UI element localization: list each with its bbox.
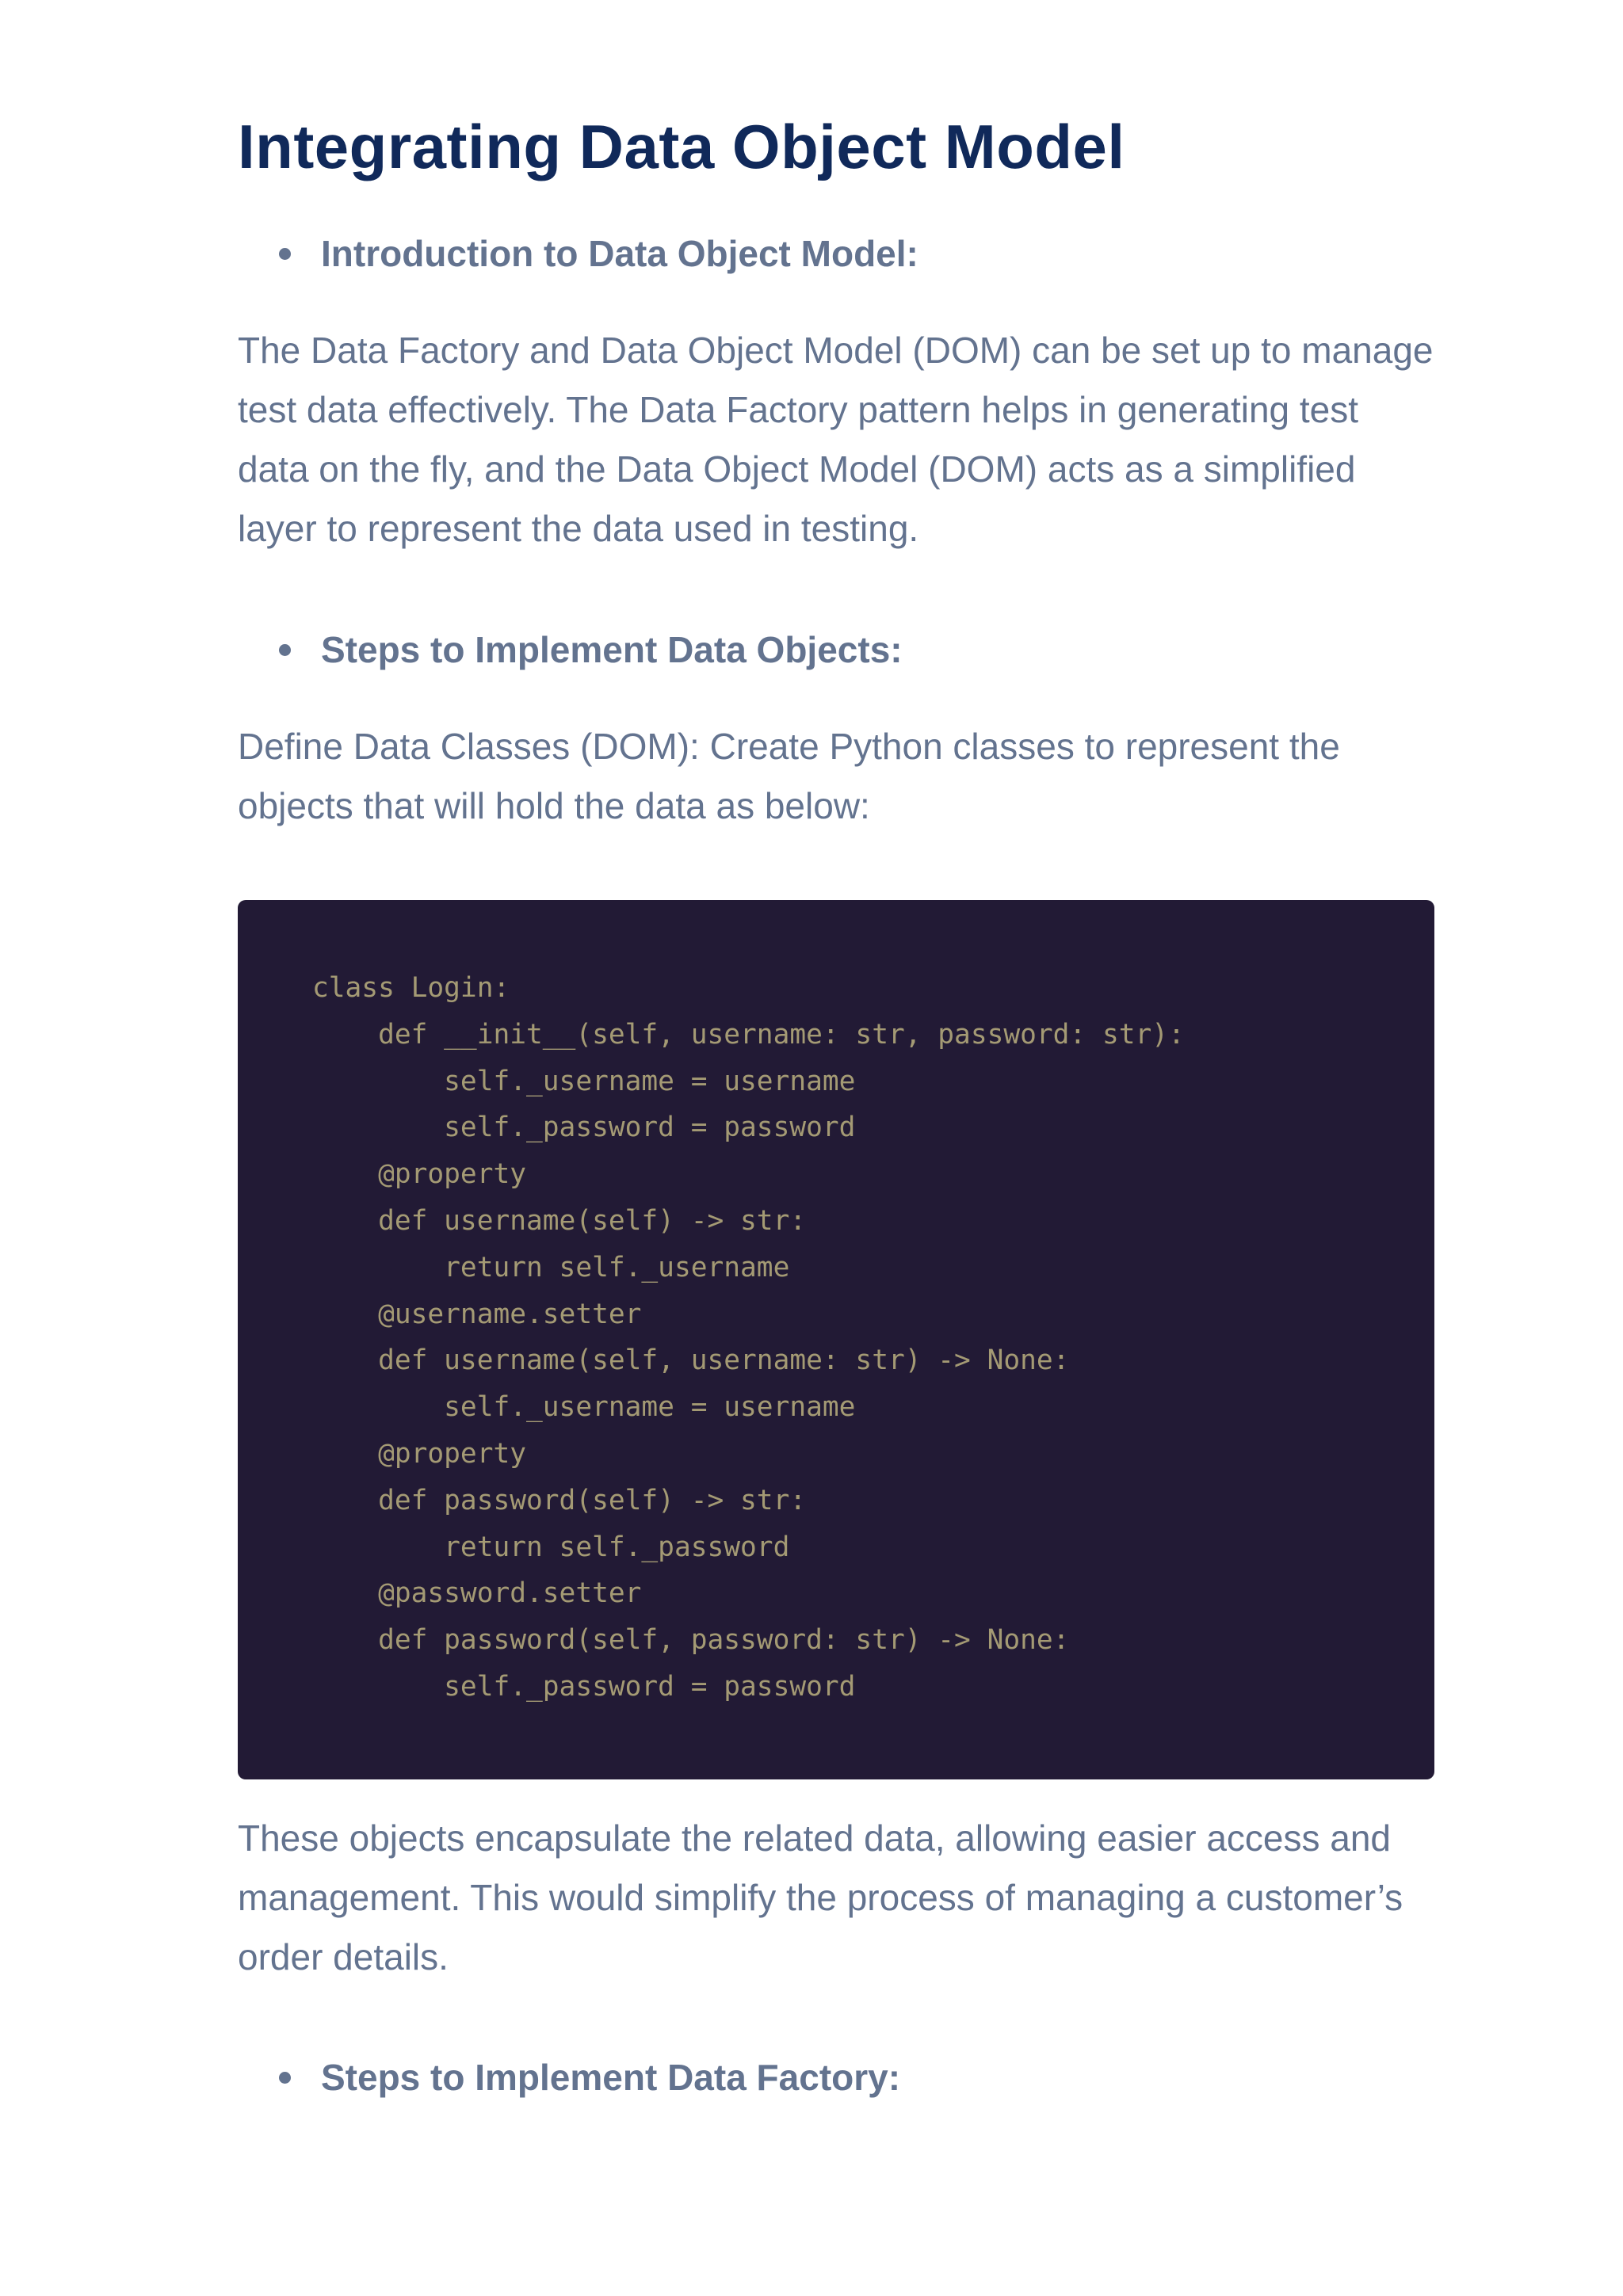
code-line: def password(self, password: str) -> None: xyxy=(312,1624,1070,1657)
bullet-dot-icon xyxy=(279,644,291,656)
code-line: self._password = password xyxy=(312,1112,856,1144)
code-line: class Login: xyxy=(312,972,510,1004)
bullet-heading-text: Steps to Implement Data Factory: xyxy=(321,2057,901,2098)
code-line: @property xyxy=(312,1158,527,1191)
code-line: @username.setter xyxy=(312,1298,642,1330)
code-line: def __init__(self, username: str, password: str): xyxy=(312,1018,1185,1051)
bullet-dot-icon xyxy=(279,2072,291,2084)
code-line: return self._password xyxy=(312,1531,790,1563)
code-line: def username(self) -> str: xyxy=(312,1204,807,1237)
code-line: @property xyxy=(312,1437,527,1470)
bullet-heading-text: Introduction to Data Object Model: xyxy=(321,233,918,274)
code-line: self._password = password xyxy=(312,1670,856,1703)
page-title: Integrating Data Object Model xyxy=(238,112,1125,181)
intro-paragraph: The Data Factory and Data Object Model (DOM) can be set up to manage test data effectively. The Data Factory pattern helps in generating test data on the fly, and the Data Object Model (DOM) acts as a simplified layer to represent the data used in testing. xyxy=(238,330,1434,549)
bullet-heading-text: Steps to Implement Data Objects: xyxy=(321,629,903,670)
code-line: @password.setter xyxy=(312,1577,642,1610)
code-line: return self._username xyxy=(312,1251,790,1283)
bullet-dot-icon xyxy=(279,248,291,260)
code-line: def password(self) -> str: xyxy=(312,1484,807,1516)
code-line: self._username = username xyxy=(312,1065,856,1097)
code-line: self._username = username xyxy=(312,1391,856,1424)
encapsulation-paragraph: These objects encapsulate the related data, allowing easier access and management. This would simplify the process of managing a customer’s order details. xyxy=(238,1817,1403,1978)
data-classes-paragraph: Define Data Classes (DOM): Create Python classes to represent the objects that will hold the data as below: xyxy=(238,726,1340,826)
code-block xyxy=(238,900,1434,1779)
code-line: def username(self, username: str) -> None: xyxy=(312,1344,1070,1377)
